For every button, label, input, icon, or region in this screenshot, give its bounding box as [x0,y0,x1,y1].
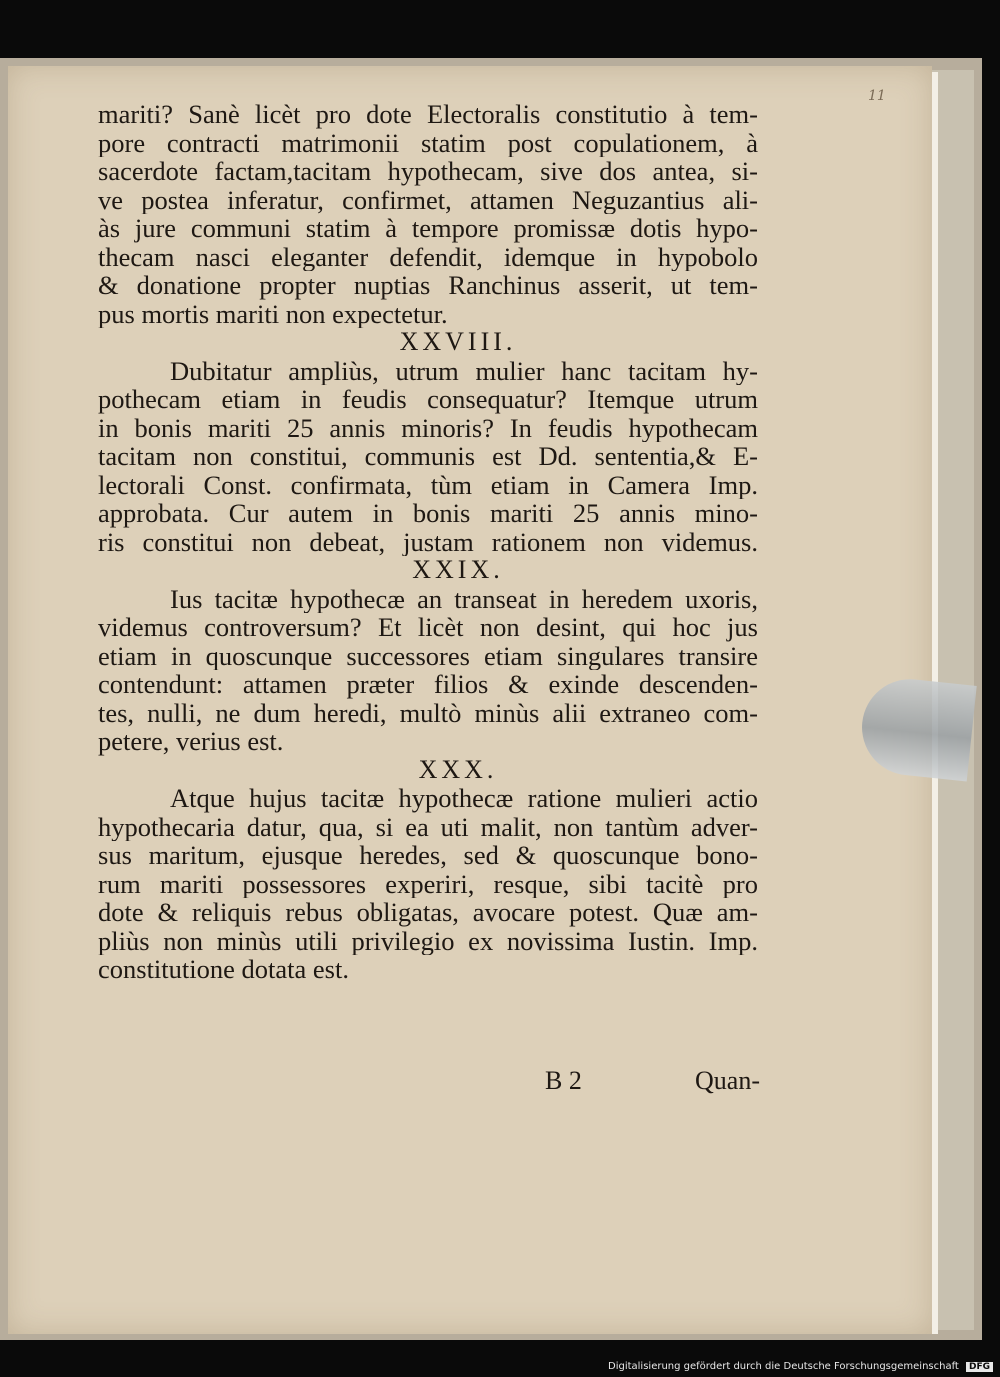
credit-line [608,1361,991,1375]
text-line: videmus controversum? Et licèt non desint, qui hoc jus [98,613,758,642]
text-line: Ius tacitæ hypothecæ an transeat in heredem uxoris, [170,584,758,613]
catchword: Quan- [695,1066,760,1095]
text-line: pothecam etiam in feudis consequatur? Itemque utrum [98,385,758,414]
text-line: pore contracti matrimonii statim post copulationem, à [98,128,758,157]
folio-mark: 11 [868,88,886,104]
page-footer [545,1066,760,1098]
text-line: mariti? Sanè licèt pro dote Electoralis constitutio à tem- [98,100,758,129]
section-heading: XXIX. [412,555,504,584]
text-line: thecam nasci eleganter defendit, idemque in hypobolo [98,242,758,271]
text-line: hypothecaria datur, qua, si ea uti malit, non tantùm adver- [98,812,758,841]
text-line: etiam in quoscunque successores etiam singulares transire [98,641,758,670]
credit-text: Digitalisierung gefördert durch die Deutsche Forschungsgemeinschaft [608,1361,959,1372]
text-line: contendunt: attamen præter filios & exinde descenden- [98,670,758,699]
text-line: sacerdote factam,tacitam hypothecam, sive dos antea, si- [98,157,758,186]
text-line: dote & reliquis rebus obligatas, avocare potest. Quæ am- [98,898,758,927]
text-line: pus mortis mariti non expectetur. [98,299,448,328]
text-line: rum mariti possessores experiri, resque, sibi tacitè pro [98,869,758,898]
text-line: & donatione propter nuptias Ranchinus asserit, ut tem- [98,271,758,300]
text-line: petere, verius est. [98,727,284,756]
signature-mark: B 2 [545,1066,582,1095]
dfg-logo: DFG [966,1362,993,1372]
text-line: tes, nulli, ne dum heredi, multò minùs alii extraneo com- [98,698,758,727]
text-line: às jure communi statim à tempore promissæ dotis hypo- [98,214,758,243]
text-line: in bonis mariti 25 annis minoris? In feudis hypothecam [98,413,758,442]
text-line: ris constitui non debeat, justam rationem non videmus. [98,527,758,556]
section-heading: XXVIII. [399,327,517,356]
section-heading: XXX. [418,754,498,784]
text-line: Dubitatur ampliùs, utrum mulier hanc tacitam hy- [170,356,758,385]
text-line: pliùs non minùs utili privilegio ex novissima Iustin. Imp. [98,926,758,955]
text-line: ve postea inferatur, confirmet, attamen Neguzantius ali- [98,185,758,214]
text-line: Atque hujus tacitæ hypothecæ ratione mulieri actio [170,784,758,813]
text-line: constitutione dotata est. [98,955,349,984]
text-line: tacitam non constitui, communis est Dd. sententia,& E- [98,442,758,471]
text-line: approbata. Cur autem in bonis mariti 25 annis mino- [98,499,758,528]
text-line: lectorali Const. confirmata, tùm etiam in Camera Imp. [98,470,758,499]
text-line: sus maritum, ejusque heredes, sed & quoscunque bono- [98,841,758,870]
page-text [98,100,758,984]
